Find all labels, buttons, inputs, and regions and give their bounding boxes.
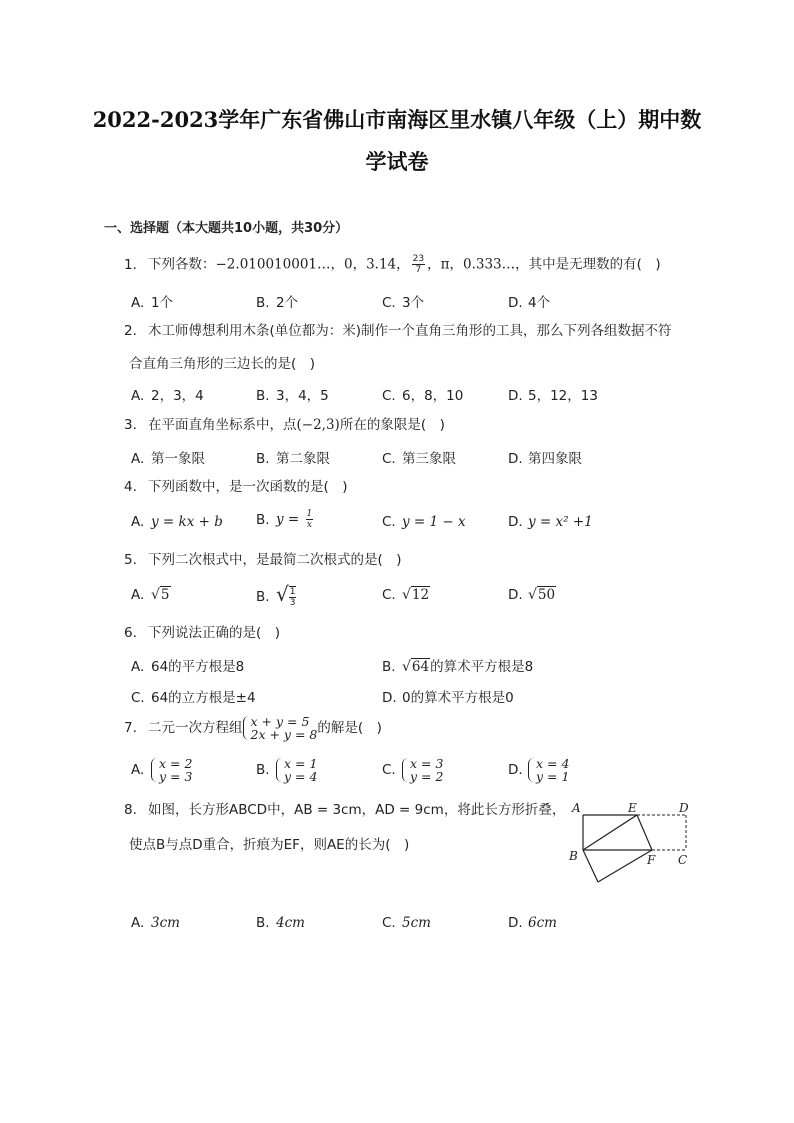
sqrt-12: √12 (402, 587, 430, 603)
question-number: 1. (124, 256, 137, 273)
number-list-a: −2.010010001…，0，3.14， (215, 256, 410, 273)
question-number: 4. (124, 479, 137, 495)
q4-option-b[interactable]: B. y = $\frac{1}{x}$ (256, 509, 313, 530)
question-text: 如图，长方形ABCD中，AB = 3cm，AD = 9cm，将此长方形折叠， (148, 802, 566, 818)
question-text: 下列说法正确的是( ) (148, 625, 281, 641)
question-number: 6. (124, 625, 137, 641)
q4-option-c[interactable]: C. y = 1 − x (382, 514, 466, 530)
q7-option-d[interactable]: D. x = 4 y = 1 (508, 756, 570, 784)
sqrt-64: √64 (402, 659, 430, 675)
q6-option-a[interactable]: A. 64的平方根是8 (131, 659, 245, 675)
equation-system: x + y = 5 2x + y = 8 (243, 715, 318, 741)
question-suffix: 所在的象限是( ) (339, 417, 445, 433)
label-f: F (647, 853, 656, 867)
title-line-2: 学试卷 (365, 149, 429, 174)
question-number: 8. (124, 802, 137, 818)
q5-option-b[interactable]: B. √ $\frac{1}{3}$ (256, 582, 296, 608)
question-text: 下列函数中，是一次函数的是( ) (148, 479, 348, 495)
flap-edge-1 (583, 850, 598, 882)
question-1 (124, 254, 661, 275)
question-text: 下列二次根式中，是最简二次根式的是( ) (148, 552, 402, 568)
q8-option-b[interactable]: B. 4cm (256, 915, 305, 931)
question-number: 5. (124, 552, 137, 568)
q1-option-d[interactable]: D. 4个 (508, 295, 551, 311)
question-number: 3. (124, 417, 137, 433)
q8-option-a[interactable]: A. 3cm (131, 915, 180, 931)
q2-option-c[interactable]: C. 6，8，10 (382, 388, 464, 404)
q1-option-c[interactable]: C. 3个 (382, 295, 425, 311)
title-line-1: 2022-2023学年广东省佛山市南海区里水镇八年级（上）期中数 (92, 107, 702, 132)
q8-option-c[interactable]: C. 5cm (382, 915, 431, 931)
question-2-continuation: 合直角三角形的三边长的是( ) (129, 356, 316, 372)
sqrt-50: √50 (528, 587, 556, 603)
q4-option-a[interactable]: A. y = kx + b (131, 514, 223, 530)
q3-option-a[interactable]: A. 第一象限 (131, 451, 205, 467)
label-e: E (628, 801, 637, 815)
question-2 (124, 322, 672, 340)
q4-option-d[interactable]: D. y = x² +1 (508, 514, 593, 530)
question-4 (124, 478, 348, 496)
question-suffix: 的解是( ) (317, 720, 382, 736)
fraction-1-over-x: $\frac{1}{x}$ (306, 509, 313, 530)
q5-option-a[interactable]: A. √5 (131, 587, 170, 603)
question-number: 7. (124, 720, 137, 736)
fraction-23-7: $\frac{23}{7}$ (412, 254, 425, 275)
q5-option-c[interactable]: C. √12 (382, 587, 430, 603)
sqrt-5: √5 (151, 587, 170, 603)
q6-option-d[interactable]: D. 0的算术平方根是0 (382, 690, 514, 706)
q3-option-d[interactable]: D. 第四象限 (508, 451, 582, 467)
label-b: B (569, 849, 578, 863)
question-suffix: ，其中是无理数的有( ) (515, 256, 661, 273)
q2-option-a[interactable]: A. 2，3，4 (131, 388, 204, 404)
number-list-b: ，π，0.333… (427, 256, 516, 273)
segment-be (583, 815, 637, 850)
question-8 (124, 801, 565, 819)
question-text: 在平面直角坐标系中，点 (148, 417, 297, 433)
q2-option-b[interactable]: B. 3，4，5 (256, 388, 329, 404)
q7-option-c[interactable]: C. x = 3 y = 2 (382, 756, 444, 784)
question-6 (124, 624, 280, 642)
question-number: 2. (124, 323, 137, 339)
question-text: 木工师傅想利用木条(单位都为：米)制作一个直角三角形的工具，那么下列各组数据不符 (148, 323, 672, 339)
q7-option-a[interactable]: A. x = 2 y = 3 (131, 756, 193, 784)
q6-option-b[interactable]: B. √64的算术平方根是8 (382, 659, 534, 675)
q5-option-d[interactable]: D. √50 (508, 587, 556, 603)
label-c: C (678, 853, 688, 867)
crease-ef (637, 815, 652, 850)
section-heading: 一、选择题（本大题共10小题，共30分） (104, 221, 349, 236)
q1-option-b[interactable]: B. 2个 (256, 295, 299, 311)
q8-option-d[interactable]: D. 6cm (508, 915, 557, 931)
q6-option-c[interactable]: C. 64的立方根是±4 (131, 690, 256, 706)
question-text: 二元一次方程组 (148, 720, 243, 736)
flap-edge-2 (598, 850, 652, 882)
question-7 (124, 715, 382, 741)
q1-option-a[interactable]: A. 1个 (131, 295, 174, 311)
point-coordinates: (−2,3) (296, 417, 340, 433)
q2-option-d[interactable]: D. 5，12，13 (508, 388, 598, 404)
question-8-continuation: 使点B与点D重合，折痕为EF，则AE的长为( ) (129, 837, 410, 853)
label-a: A (572, 801, 581, 815)
sqrt-one-third: √ $\frac{1}{3}$ (276, 582, 296, 608)
folded-rectangle-figure (566, 798, 696, 888)
question-3 (124, 416, 445, 434)
q3-option-c[interactable]: C. 第三象限 (382, 451, 456, 467)
q7-option-b[interactable]: B. x = 1 y = 4 (256, 756, 318, 784)
q3-option-b[interactable]: B. 第二象限 (256, 451, 330, 467)
question-text: 下列各数： (148, 256, 216, 273)
question-5 (124, 551, 402, 569)
label-d: D (679, 801, 689, 815)
